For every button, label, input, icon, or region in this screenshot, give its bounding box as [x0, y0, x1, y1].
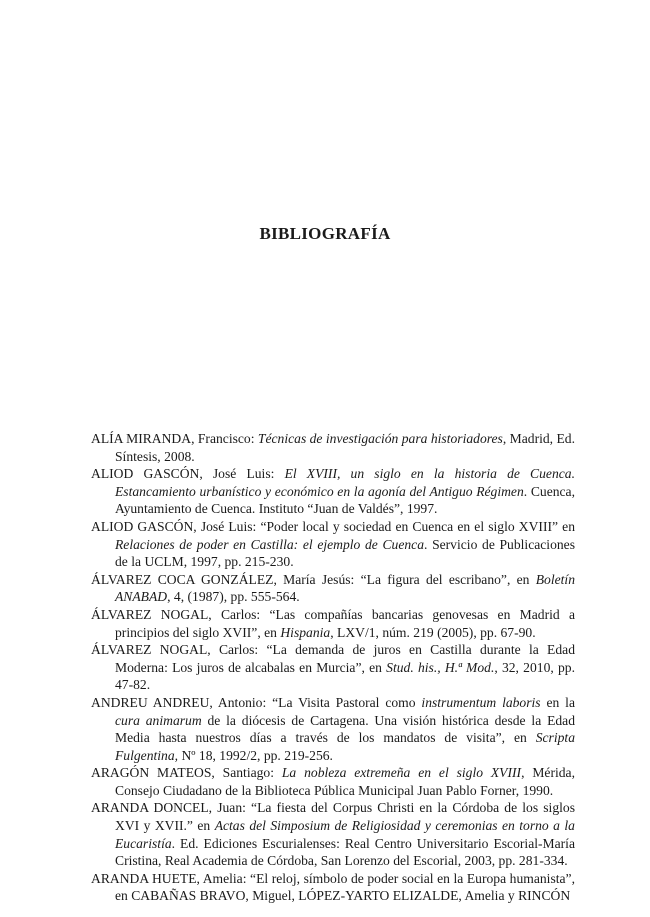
- entry-text: ALIOD GASCÓN, José Luis: “Poder local y sociedad en Cuenca en el siglo XVIII” en: [91, 518, 575, 534]
- entry-text: , 4, (1987), pp. 555-564.: [167, 589, 300, 605]
- entry-text: ÁLVAREZ NOGAL, Carlos: “Las compañías bancarias genovesas en Madrid a principios del siglo XVII”, en: [91, 606, 575, 640]
- entry-text: . Ed. Ediciones Escurialenses: Real Centro Universitario Escorial-María Cristina, Real Academia de Córdoba, San Lorenzo del Escorial, 2003, pp. 281-334.: [115, 835, 575, 869]
- entry-title-italic: Técnicas de investigación para historiadores: [257, 431, 503, 446]
- entry-text: ÁLVAREZ COCA GONZÁLEZ, María Jesús: “La figura del escribano”, en: [91, 571, 536, 587]
- bibliography-entry: [91, 465, 575, 518]
- bibliography-list: [91, 430, 575, 905]
- entry-title-italic: cura animarum: [115, 712, 202, 728]
- entry-text: . Cuenca, Ayuntamiento de Cuenca. Instituto “Juan de Valdés”, 1997.: [115, 483, 575, 517]
- entry-text: ARAGÓN MATEOS, Santiago:: [91, 765, 282, 781]
- entry-title-italic: La nobleza extremeña en el siglo XVIII: [281, 765, 522, 781]
- entry-title-italic: Actas del Simposium de Religiosidad y ceremonias en torno a la Eucaristía: [115, 818, 575, 851]
- entry-text: ÁLVAREZ NOGAL, Carlos: “La demanda de juros en Castilla durante la Edad Moderna: Los juros de alcabalas en Murcia”, en: [91, 642, 575, 675]
- entry-text: , Mérida, Consejo Ciudadano de la Biblioteca Pública Municipal Juan Pablo Forner, 1990.: [115, 765, 575, 798]
- bibliography-entry: [91, 694, 575, 764]
- bibliography-entry: [91, 571, 575, 606]
- entry-title-italic: Relaciones de poder en Castilla: el ejemplo de Cuenca: [115, 536, 425, 552]
- page-title: BIBLIOGRAFÍA: [259, 224, 391, 243]
- entry-text: , Madrid, Ed. Síntesis, 2008.: [115, 431, 575, 464]
- bibliography-entry: [91, 764, 575, 799]
- entry-title-italic: instrumentum laboris: [421, 694, 541, 710]
- entry-text: ARANDA DONCEL, Juan: “La fiesta del Corpus Christi en la Córdoba de los siglos XVI y XVII.” en: [91, 800, 575, 834]
- bibliography-entry: [91, 641, 575, 694]
- entry-text: ALIOD GASCÓN, José Luis:: [91, 466, 285, 482]
- bibliography-entry: [91, 430, 575, 465]
- entry-title-italic: El XVIII, un siglo en la historia de Cuenca. Estancamiento urbanístico y económico en la agonía del Antiguo Régimen: [115, 466, 575, 499]
- entry-text: en la: [540, 694, 575, 710]
- entry-title-italic: Stud. his., H.ª Mod.: [386, 659, 495, 675]
- entry-text: ALÍA MIRANDA, Francisco:: [91, 431, 258, 446]
- entry-text: Nº 18, 1992/2, pp. 219-256.: [178, 747, 333, 763]
- bibliography-entry: [91, 799, 575, 869]
- entry-text: ANDREU ANDREU, Antonio: “La Visita Pastoral como: [91, 694, 422, 710]
- entry-text: , 32, 2010, pp. 47-82.: [115, 659, 575, 693]
- entry-text: ARANDA HUETE, Amelia: “El reloj, símbolo de poder social en la Europa humanista”, en CABAÑAS BRAVO, Miguel, LÓPEZ-YARTO ELIZALDE, Amelia y RINCÓN: [91, 870, 575, 904]
- bibliography-entry: [91, 518, 575, 571]
- bibliography-entry: [91, 606, 575, 641]
- entry-text: , LXV/1, núm. 219 (2005), pp. 67-90.: [330, 624, 536, 640]
- bibliography-entry: [91, 870, 575, 905]
- entry-title-italic: Boletín ANABAD: [115, 571, 575, 605]
- entry-text: de la diócesis de Cartagena. Una visión histórica desde la Edad Media hasta nuestros días a través de los mandatos de visita”, en: [115, 712, 575, 746]
- entry-title-italic: Hispania: [280, 624, 331, 640]
- entry-title-italic: Scripta Fulgentina,: [115, 730, 575, 763]
- entry-text: . Servicio de Publicaciones de la UCLM, 1997, pp. 215-230.: [115, 536, 576, 570]
